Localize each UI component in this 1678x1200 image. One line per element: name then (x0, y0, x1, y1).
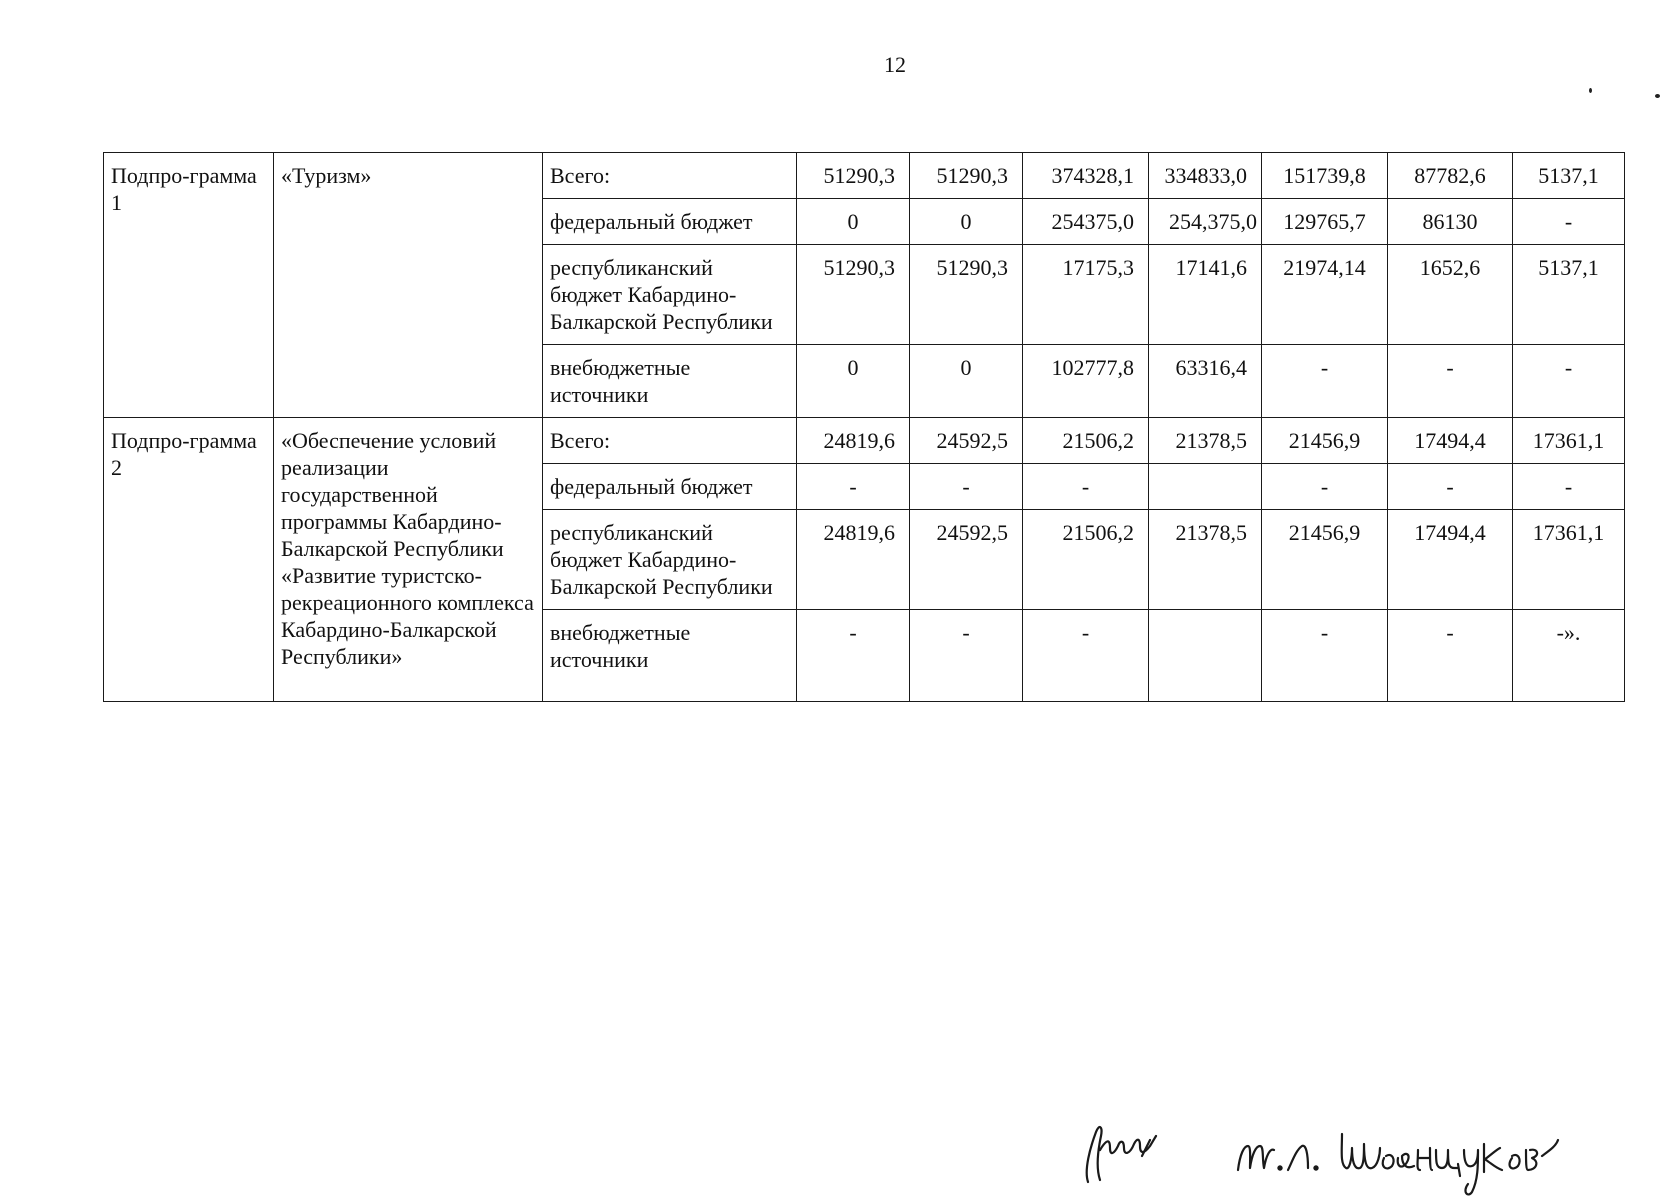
table-row (104, 153, 1625, 199)
value-cell: 334833,0 (1149, 153, 1262, 199)
value-cell: 0 (797, 345, 910, 418)
value-cell: 21456,9 (1262, 418, 1388, 464)
financing-table (103, 152, 1625, 702)
value-cell: 21378,5 (1149, 418, 1262, 464)
value-cell: 0 (910, 345, 1023, 418)
page-number: 12 (884, 52, 906, 77)
program-title-cell: «Туризм» (274, 153, 543, 418)
value-cell: 87782,6 (1388, 153, 1513, 199)
value-cell: 254,375,0 (1149, 199, 1262, 245)
value-cell: - (1023, 464, 1149, 510)
value-cell: 21974,14 (1262, 245, 1388, 345)
value-cell: 24819,6 (797, 418, 910, 464)
value-cell: 24592,5 (910, 418, 1023, 464)
value-cell: 5137,1 (1513, 245, 1625, 345)
value-cell: - (1262, 464, 1388, 510)
value-cell: 21506,2 (1023, 418, 1149, 464)
source-cell: Всего: (543, 153, 797, 199)
value-cell: - (1513, 464, 1625, 510)
value-cell: 17141,6 (1149, 245, 1262, 345)
value-cell: 254375,0 (1023, 199, 1149, 245)
value-cell: - (1513, 345, 1625, 418)
program-title-cell: «Обеспечение условий реализации государственной программы Кабардино-Балкарской Республики «Развитие туристско-рекреационного комплекса Кабардино-Балкарской Республики» (274, 418, 543, 702)
value-cell: 24592,5 (910, 510, 1023, 610)
value-cell: 17494,4 (1388, 418, 1513, 464)
value-cell: - (1388, 345, 1513, 418)
value-cell: - (1388, 464, 1513, 510)
value-cell: - (797, 464, 910, 510)
value-cell: 5137,1 (1513, 153, 1625, 199)
value-cell: 17175,3 (1023, 245, 1149, 345)
handwritten-signature (1080, 1110, 1640, 1200)
value-cell: 63316,4 (1149, 345, 1262, 418)
program-cell: Подпро-грамма 1 (104, 153, 274, 418)
value-cell: 86130 (1388, 199, 1513, 245)
value-cell: -». (1513, 610, 1625, 702)
value-cell: 1652,6 (1388, 245, 1513, 345)
value-cell: - (1262, 610, 1388, 702)
value-cell: 51290,3 (797, 153, 910, 199)
value-cell: 21456,9 (1262, 510, 1388, 610)
value-cell: - (910, 464, 1023, 510)
source-cell: федеральный бюджет (543, 199, 797, 245)
source-cell: республиканский бюджет Кабардино-Балкарской Республики (543, 510, 797, 610)
value-cell: 51290,3 (910, 153, 1023, 199)
source-cell: внебюджетные источники (543, 610, 797, 702)
value-cell: 0 (797, 199, 910, 245)
value-cell: 129765,7 (1262, 199, 1388, 245)
value-cell (1149, 464, 1262, 510)
value-cell: 51290,3 (797, 245, 910, 345)
value-cell: 374328,1 (1023, 153, 1149, 199)
value-cell: 0 (910, 199, 1023, 245)
value-cell: - (1513, 199, 1625, 245)
value-cell: - (1023, 610, 1149, 702)
value-cell: - (1388, 610, 1513, 702)
value-cell: 102777,8 (1023, 345, 1149, 418)
value-cell: 17361,1 (1513, 510, 1625, 610)
scan-speck (1589, 88, 1592, 93)
source-cell: федеральный бюджет (543, 464, 797, 510)
value-cell: 17494,4 (1388, 510, 1513, 610)
value-cell (1149, 610, 1262, 702)
source-cell: внебюджетные источники (543, 345, 797, 418)
value-cell: 21506,2 (1023, 510, 1149, 610)
value-cell: 51290,3 (910, 245, 1023, 345)
source-cell: республиканский бюджет Кабардино-Балкарской Республики (543, 245, 797, 345)
value-cell: 24819,6 (797, 510, 910, 610)
value-cell: 151739,8 (1262, 153, 1388, 199)
value-cell: 17361,1 (1513, 418, 1625, 464)
value-cell: - (1262, 345, 1388, 418)
source-cell: Всего: (543, 418, 797, 464)
value-cell: - (910, 610, 1023, 702)
table-row (104, 418, 1625, 464)
scan-speck (1655, 94, 1660, 98)
value-cell: 21378,5 (1149, 510, 1262, 610)
program-cell: Подпро-грамма 2 (104, 418, 274, 702)
value-cell: - (797, 610, 910, 702)
